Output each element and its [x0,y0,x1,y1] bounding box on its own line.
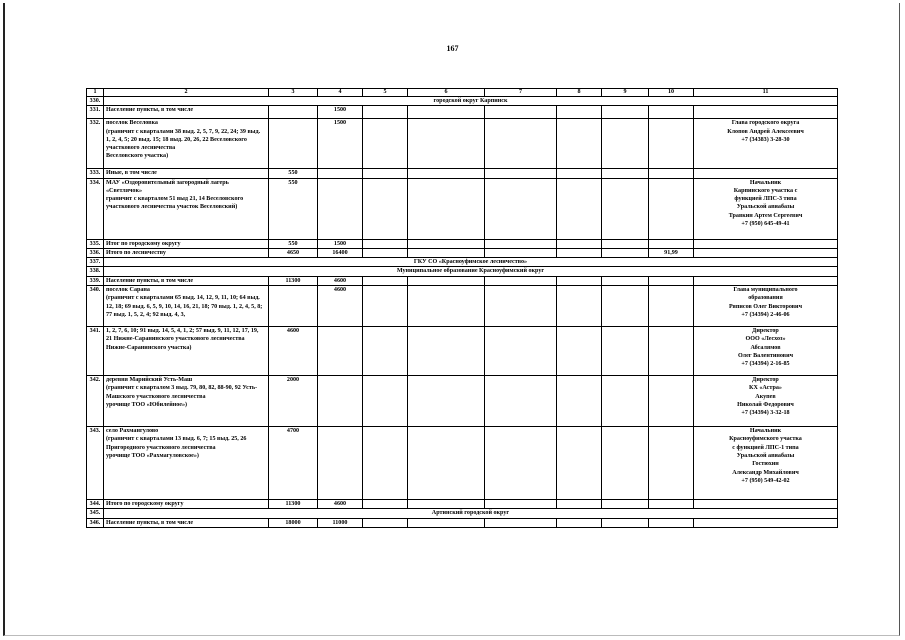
empty-cell [363,276,408,285]
table-row [87,376,838,427]
empty-cell [408,178,485,239]
empty-cell [557,376,602,427]
empty-cell [485,518,557,527]
settlement-name-cell: Население пункты, в том числе [104,276,269,285]
empty-cell [485,376,557,427]
area-cell [649,500,694,509]
empty-cell [557,427,602,500]
distance-cell [269,119,318,169]
column-header: 5 [363,89,408,97]
empty-cell [557,518,602,527]
settlement-name-cell: Итого по городскому округу [104,500,269,509]
responsible-contact-cell [694,106,838,119]
column-header: 4 [318,89,363,97]
empty-cell [408,276,485,285]
area-cell [649,169,694,178]
settlement-name-cell: МАУ «Оздоровительный загородный лагерь «Светлячок» граничит с кварталом 51 выд 21, 14 Веселовского участкового лесничества участок Веселовский) [104,178,269,239]
settlement-name-cell: поселок Сарана (граничит с кварталами 65 выд. 14, 12, 9, 11, 10; 64 выд. 12, 18; 69 выд. 6, 5, 9, 10, 14, 16, 21, 18; 70 выд. 1, 2, 4, 5, 8; 77 выд. 1, 5, 2, 4; 92 выд. 4, 3, [104,286,269,327]
area-cell [649,239,694,248]
area-cell: 91,99 [649,248,694,257]
responsible-contact-cell: Директор ООО «Лесхоз» Абсалямов Олег Валентинович +7 (34394) 2-16-85 [694,327,838,376]
empty-cell [557,239,602,248]
empty-cell [602,518,649,527]
area-cell [649,178,694,239]
area-cell [649,286,694,327]
row-number-cell: 342. [87,376,104,427]
empty-cell [557,119,602,169]
page-number: 167 [446,44,459,53]
responsible-contact-cell [694,169,838,178]
empty-cell [602,178,649,239]
empty-cell [485,119,557,169]
area-cell [649,518,694,527]
row-number-cell: 333. [87,169,104,178]
empty-cell [363,427,408,500]
population-cell: 1500 [318,106,363,119]
table-row [87,258,838,267]
empty-cell [602,276,649,285]
table-row [87,267,838,276]
empty-cell [602,376,649,427]
row-number-cell: 338. [87,267,104,276]
empty-cell [485,427,557,500]
distance-cell: 4650 [269,248,318,257]
empty-cell [408,376,485,427]
settlement-name-cell: село Рахмангулово (граничит с кварталами 13 выд. 6, 7; 15 выд. 25, 26 Пригородного участкового лесничества урочище ТОО «Рахмагуловское») [104,427,269,500]
empty-cell [602,327,649,376]
table-row [87,276,838,285]
population-cell [318,178,363,239]
settlement-name-cell: Итог по городскому округу [104,239,269,248]
area-cell [649,427,694,500]
responsible-contact-cell: Глава муниципального образования Ряписов Олег Викторович +7 (34394) 2-46-06 [694,286,838,327]
row-number-cell: 332. [87,119,104,169]
empty-cell [602,106,649,119]
table-row [87,178,838,239]
distance-cell: 2000 [269,376,318,427]
distance-cell: 18000 [269,518,318,527]
distance-cell: 550 [269,169,318,178]
empty-cell [602,427,649,500]
row-number-cell: 346. [87,518,104,527]
population-cell [318,376,363,427]
empty-cell [363,119,408,169]
settlement-name-cell: Иные, в том числе [104,169,269,178]
empty-cell [557,169,602,178]
column-header: 10 [649,89,694,97]
column-header: 1 [87,89,104,97]
empty-cell [602,500,649,509]
settlement-name-cell: 1, 2, 7, 6, 10; 91 выд. 14, 5, 4, 1, 2; 57 выд. 9, 11, 12, 17, 19, 21 Нижне-Саранинского участкового лесничества Нижне-Саранинского участка) [104,327,269,376]
section-heading-cell: Муниципальное образование Красноуфимский округ [104,267,838,276]
section-heading-cell: ГКУ СО «Красноуфимское лесничество» [104,258,838,267]
table-row [87,106,838,119]
empty-cell [602,239,649,248]
column-number-row [87,89,838,97]
table-row [87,509,838,518]
settlement-name-cell: поселок Веселовка (граничит с кварталами 38 выд. 2, 5, 7, 9, 22, 24; 39 выд. 1, 2, 4, 5; 20 выд. 15; 18 выд. 20, 26, 22 Веселовского участкового лесничества Веселовского участка) [104,119,269,169]
responsible-contact-cell [694,248,838,257]
distance-cell: 550 [269,239,318,248]
empty-cell [363,239,408,248]
empty-cell [602,248,649,257]
empty-cell [602,119,649,169]
empty-cell [408,286,485,327]
empty-cell [485,500,557,509]
row-number-cell: 331. [87,106,104,119]
area-cell [649,119,694,169]
distance-cell: 4600 [269,327,318,376]
area-cell [649,327,694,376]
empty-cell [408,327,485,376]
row-number-cell: 335. [87,239,104,248]
empty-cell [363,376,408,427]
distance-cell: 4700 [269,427,318,500]
empty-cell [485,276,557,285]
row-number-cell: 343. [87,427,104,500]
empty-cell [408,106,485,119]
empty-cell [602,169,649,178]
empty-cell [408,518,485,527]
population-cell: 1500 [318,119,363,169]
row-number-cell: 340. [87,286,104,327]
table-row [87,327,838,376]
empty-cell [363,518,408,527]
table-row [87,97,838,106]
responsible-contact-cell [694,239,838,248]
responsible-contact-cell [694,276,838,285]
column-header: 6 [408,89,485,97]
table-row [87,518,838,527]
empty-cell [557,106,602,119]
empty-cell [408,427,485,500]
empty-cell [485,248,557,257]
row-number-cell: 330. [87,97,104,106]
empty-cell [557,286,602,327]
empty-cell [557,276,602,285]
responsible-contact-cell: Начальник Карпинского участка с функцией ЛПС-3 типа Уральской авиабазы Травкин Артем Сергеевич +7 (950) 645-49-41 [694,178,838,239]
row-number-cell: 336. [87,248,104,257]
responsible-contact-cell: Начальник Красноуфимского участка с функцией ЛПС-1 типа Уральской авиабазы Гостюхин Александр Михайлович +7 (950) 549-42-02 [694,427,838,500]
distance-cell [269,106,318,119]
table-row [87,286,838,327]
empty-cell [557,178,602,239]
empty-cell [408,248,485,257]
area-cell [649,276,694,285]
column-header: 8 [557,89,602,97]
empty-cell [557,327,602,376]
row-number-cell: 339. [87,276,104,285]
row-number-cell: 334. [87,178,104,239]
population-cell: 4600 [318,276,363,285]
settlement-name-cell: Итого по лесничеству [104,248,269,257]
settlement-name-cell: деревня Марийский Усть-Маш (граничит с кварталом 3 выд. 79, 80, 82, 88-90, 92 Усть-Машского участкового лесничества урочище ТОО «Юбилейное») [104,376,269,427]
empty-cell [363,178,408,239]
row-number-cell: 345. [87,509,104,518]
settlement-name-cell: Население пункты, в том числе [104,106,269,119]
responsible-contact-cell: Глава городского округа Клопов Андрей Алексеевич +7 (34383) 3-28-30 [694,119,838,169]
empty-cell [363,286,408,327]
empty-cell [485,286,557,327]
column-header: 11 [694,89,838,97]
distance-cell: 550 [269,178,318,239]
area-cell [649,106,694,119]
settlement-name-cell: Население пункты, в том числе [104,518,269,527]
table-row [87,500,838,509]
empty-cell [363,248,408,257]
table-row [87,427,838,500]
population-cell: 4600 [318,500,363,509]
empty-cell [485,327,557,376]
section-heading-cell: городской округ Карпинск [104,97,838,106]
empty-cell [557,248,602,257]
empty-cell [485,178,557,239]
population-cell: 4600 [318,286,363,327]
row-number-cell: 341. [87,327,104,376]
empty-cell [485,106,557,119]
row-number-cell: 344. [87,500,104,509]
population-cell [318,427,363,500]
empty-cell [408,239,485,248]
empty-cell [363,500,408,509]
responsible-contact-cell [694,518,838,527]
distance-cell [269,286,318,327]
empty-cell [363,169,408,178]
table-row [87,248,838,257]
population-cell [318,169,363,178]
section-heading-cell: Артинский городской округ [104,509,838,518]
table-row [87,169,838,178]
area-cell [649,376,694,427]
column-header: 7 [485,89,557,97]
empty-cell [408,500,485,509]
distance-cell: 11300 [269,500,318,509]
table-row [87,119,838,169]
column-header: 2 [104,89,269,97]
empty-cell [485,239,557,248]
column-header: 9 [602,89,649,97]
fire-safety-register-table [86,88,838,528]
responsible-contact-cell: Директор КХ «Астра» Акупев Николай Федорович +7 (34394) 3-32-18 [694,376,838,427]
empty-cell [602,286,649,327]
empty-cell [408,119,485,169]
row-number-cell: 337. [87,258,104,267]
population-cell [318,327,363,376]
responsible-contact-cell [694,500,838,509]
table-row [87,239,838,248]
population-cell: 11000 [318,518,363,527]
population-cell: 1500 [318,239,363,248]
empty-cell [363,327,408,376]
empty-cell [363,106,408,119]
population-cell: 16400 [318,248,363,257]
empty-cell [408,169,485,178]
empty-cell [485,169,557,178]
empty-cell [557,500,602,509]
distance-cell: 11300 [269,276,318,285]
column-header: 3 [269,89,318,97]
